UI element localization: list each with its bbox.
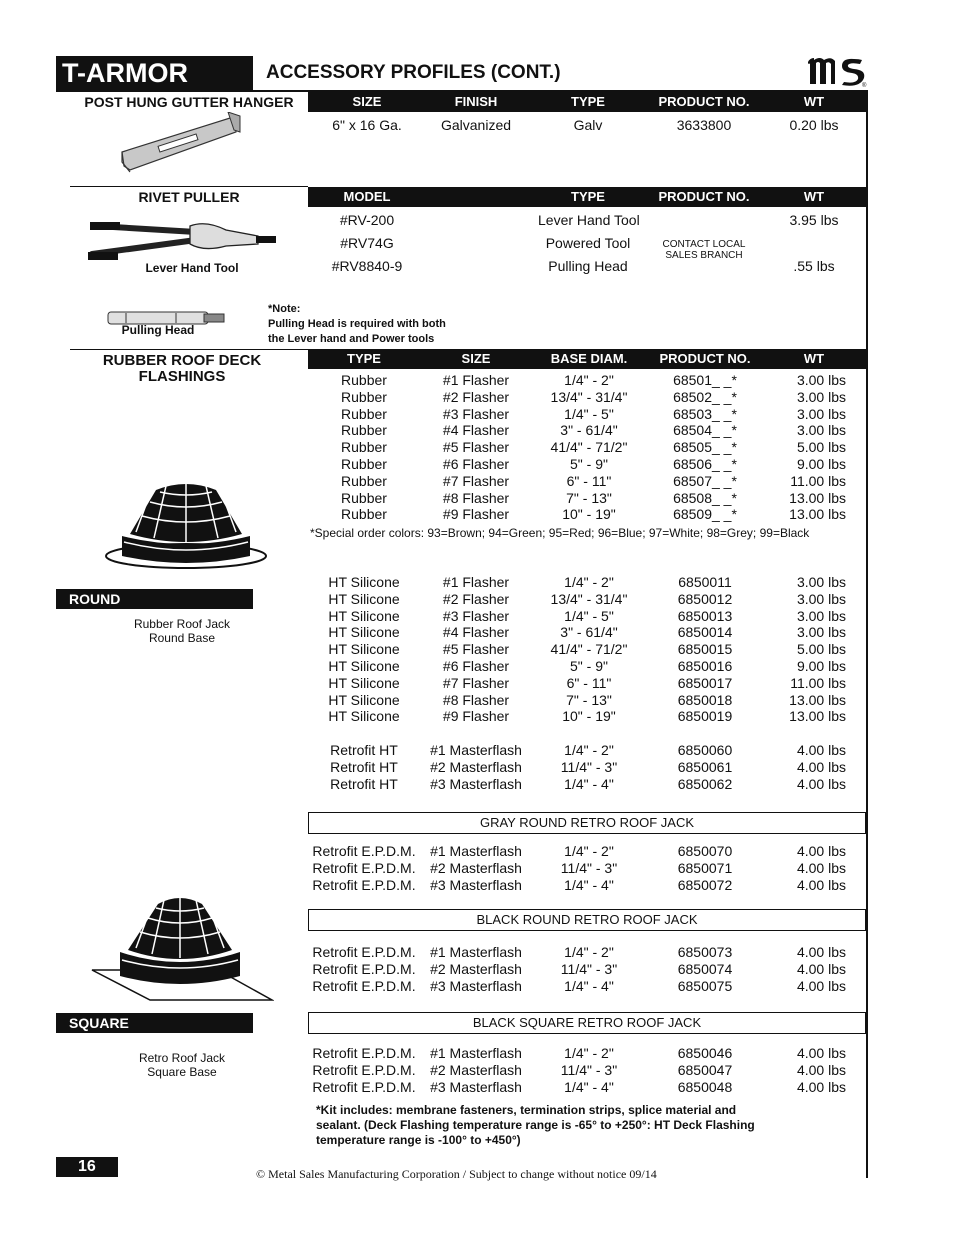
caption-line: Retro Roof Jack <box>138 1051 226 1065</box>
cell-wt: 4.00 lbs <box>796 961 846 977</box>
cell-wt: 4.00 lbs <box>796 1062 846 1078</box>
cell-type: Retrofit E.P.D.M. <box>312 1079 416 1095</box>
lever-tool-caption: Lever Hand Tool <box>145 261 239 275</box>
cell-wt: 3.00 lbs <box>796 624 846 641</box>
cell-type: Retrofit E.P.D.M. <box>312 944 416 960</box>
cell-type: HT Silicone <box>328 674 400 691</box>
cell-product: 68502_ _* <box>673 388 737 405</box>
round-flashing-image <box>100 476 272 577</box>
col-type: TYPE <box>347 351 381 366</box>
table-row <box>0 456 954 473</box>
cell-product: 68501_ _* <box>673 372 737 388</box>
cell-type: Rubber <box>341 422 387 439</box>
cell-base: 5" - 9" <box>570 456 608 472</box>
cell-wt: 13.00 lbs <box>789 708 846 725</box>
cell-size: #2 Masterflash <box>430 1062 522 1078</box>
table-row <box>0 422 954 439</box>
table-row <box>0 708 954 725</box>
cell-type: HT Silicone <box>328 607 400 624</box>
cell-wt: 13.00 lbs <box>789 691 846 708</box>
col-wt: WT <box>803 351 825 366</box>
cell-product: 6850070 <box>677 843 733 859</box>
cell-size: #5 Flasher <box>442 641 510 658</box>
table-row <box>0 439 954 456</box>
gray-round-title: GRAY ROUND RETRO ROOF JACK <box>308 812 866 834</box>
cell-product: 68506_ _* <box>673 456 737 472</box>
gutter-label: POST HUNG GUTTER HANGER <box>84 94 294 110</box>
col-wt: WT <box>803 189 825 204</box>
cell-wt: 3.95 lbs <box>789 212 839 228</box>
cell-base: 6" - 11" <box>566 472 612 489</box>
cell-wt: 3.00 lbs <box>796 574 846 590</box>
note-line: *Kit includes: membrane fasteners, termination strips, splice material and <box>316 1103 737 1117</box>
gutter-hanger-image <box>118 112 244 185</box>
cell-size: #1 Masterflash <box>430 742 522 758</box>
cell-type: Lever Hand Tool <box>538 212 640 228</box>
divider <box>70 186 308 187</box>
round-tag: ROUND <box>56 589 253 609</box>
cell-wt: 4.00 lbs <box>796 776 846 792</box>
cell-type: Powered Tool <box>545 235 631 251</box>
cell-base: 1/4" - 2" <box>564 574 614 590</box>
col-size: SIZE <box>352 94 382 109</box>
cell-product: 6850048 <box>677 1079 733 1095</box>
cell-finish: Galvanized <box>440 117 512 133</box>
table-row <box>0 389 954 406</box>
table-row <box>0 843 954 860</box>
caption-line: Square Base <box>147 1065 217 1079</box>
cell-size: #8 Flasher <box>442 691 510 708</box>
cell-size: #3 Flasher <box>442 607 510 624</box>
table-row <box>0 776 954 793</box>
cell-base: 6" - 11" <box>566 674 612 691</box>
cell-type: Retrofit E.P.D.M. <box>312 1045 416 1061</box>
square-caption <box>112 1051 252 1079</box>
brand-title: T-ARMOR <box>56 56 253 90</box>
cell-wt: 4.00 lbs <box>796 759 846 775</box>
cell-size: #3 Masterflash <box>430 1079 522 1095</box>
table-row <box>0 692 954 709</box>
cell-wt: 13.00 lbs <box>789 506 846 523</box>
cell-product: 6850019 <box>677 708 733 725</box>
cell-type: Rubber <box>341 439 387 456</box>
note-line: the Lever hand and Power tools <box>268 333 435 345</box>
cell-wt: 4.00 lbs <box>796 742 846 758</box>
cell-wt: 3.00 lbs <box>796 388 846 405</box>
cell-base: 1/4" - 4" <box>564 978 614 994</box>
copyright: © Metal Sales Manufacturing Corporation / Subject to change without notice 09/14 <box>256 1167 657 1181</box>
cell-product: 68504_ _* <box>673 422 737 439</box>
cell-wt: 4.00 lbs <box>796 877 846 893</box>
cell-base: 7" - 13" <box>566 691 612 708</box>
cell-wt: 13.00 lbs <box>789 489 846 506</box>
col-type: TYPE <box>571 189 605 204</box>
cell-size: #8 Flasher <box>442 489 510 506</box>
cell-base: 10" - 19" <box>562 506 616 523</box>
cell-size: #1 Masterflash <box>430 843 522 859</box>
col-product: PRODUCT NO. <box>658 189 750 204</box>
cell-size: #3 Masterflash <box>430 877 522 893</box>
cell-product: 68505_ _* <box>673 439 737 456</box>
col-wt: WT <box>803 94 825 109</box>
cell-type: Rubber <box>341 388 387 405</box>
cell-size: #2 Flasher <box>442 590 510 607</box>
note-line: sealant. (Deck Flashing temperature range is -65° to +250°: HT Deck Flashing <box>316 1118 755 1132</box>
label-line: RUBBER ROOF DECK <box>102 352 262 369</box>
cell-size: #2 Flasher <box>442 388 510 405</box>
table-row <box>0 759 954 776</box>
cell-product: 6850071 <box>677 860 733 876</box>
cell-base: 11/4" - 3" <box>560 759 618 775</box>
cell-size: #4 Flasher <box>442 624 510 641</box>
page-title: ACCESSORY PROFILES (CONT.) <box>266 62 561 83</box>
cell-wt: 4.00 lbs <box>796 1079 846 1095</box>
cell-product: 6850017 <box>677 674 733 691</box>
cell-type: Retrofit E.P.D.M. <box>312 1062 416 1078</box>
cell-wt: 4.00 lbs <box>796 843 846 859</box>
label-line: FLASHINGS <box>138 368 226 385</box>
cell-size: #9 Flasher <box>442 506 510 523</box>
ms-logo <box>804 54 870 93</box>
cell-type: Pulling Head <box>548 258 628 274</box>
cell-base: 10" - 19" <box>562 708 616 725</box>
note-line: Pulling Head is required with both <box>268 318 446 330</box>
cell-product: 68509_ _* <box>673 506 737 523</box>
col-size: SIZE <box>461 351 491 366</box>
contact-note <box>644 239 764 261</box>
cell-product: 68503_ _* <box>673 405 737 422</box>
cell-product: 6850013 <box>677 607 733 624</box>
cell-size: #9 Flasher <box>442 708 510 725</box>
cell-base: 3" - 61/4" <box>560 422 618 439</box>
cell-type: Retrofit HT <box>330 776 398 792</box>
cell-wt: .55 lbs <box>793 258 835 274</box>
cell-type: Galv <box>573 117 603 133</box>
rivet-header <box>308 187 868 207</box>
pulling-head-caption: Pulling Head <box>121 323 195 337</box>
cell-product: 68507_ _* <box>673 472 737 489</box>
divider <box>70 349 308 350</box>
cell-type: Retrofit HT <box>330 759 398 775</box>
col-finish: FINISH <box>454 94 498 109</box>
cell-base: 13/4" - 31/4" <box>550 590 628 607</box>
cell-product: 6850060 <box>677 742 733 758</box>
cell-product: 6850011 <box>678 574 732 590</box>
special-colors-note: *Special order colors: 93=Brown; 94=Green; 95=Red; 96=Blue; 97=White; 98=Grey; 99=Black <box>310 526 810 540</box>
cell-wt: 4.00 lbs <box>796 944 846 960</box>
cell-product: 6850061 <box>677 759 733 775</box>
cell-type: Rubber <box>341 405 387 422</box>
cell-type: Rubber <box>341 472 387 489</box>
cell-wt: 11.00 lbs <box>790 472 846 489</box>
svg-text:®: ® <box>862 83 867 88</box>
table-row <box>0 742 954 759</box>
cell-type: HT Silicone <box>328 641 400 658</box>
cell-size: #3 Masterflash <box>430 978 522 994</box>
cell-wt: 11.00 lbs <box>790 674 846 691</box>
col-model: MODEL <box>343 189 391 204</box>
contact-line: CONTACT LOCAL <box>662 239 746 250</box>
cell-size: #6 Flasher <box>442 658 510 674</box>
cell-base: 1/4" - 2" <box>564 843 614 859</box>
cell-product: 6850012 <box>677 590 733 607</box>
cell-base: 1/4" - 2" <box>564 372 614 388</box>
cell-product: 6850015 <box>677 641 733 658</box>
cell-size: #1 Flasher <box>442 574 510 590</box>
cell-base: 41/4" - 71/2" <box>550 439 628 456</box>
black-round-title: BLACK ROUND RETRO ROOF JACK <box>308 909 866 931</box>
cell-model: #RV8840-9 <box>331 258 403 274</box>
cell-type: HT Silicone <box>328 590 400 607</box>
cell-type: Retrofit E.P.D.M. <box>312 843 416 859</box>
cell-model: #RV-200 <box>339 212 395 228</box>
cell-wt: 4.00 lbs <box>796 1045 846 1061</box>
cell-base: 5" - 9" <box>570 658 608 674</box>
cell-type: Retrofit HT <box>330 742 398 758</box>
cell-base: 1/4" - 2" <box>564 944 614 960</box>
cell-size: #3 Masterflash <box>430 776 522 792</box>
cell-base: 41/4" - 71/2" <box>550 641 628 658</box>
note-line: *Note: <box>268 303 301 315</box>
cell-product: 6850047 <box>677 1062 733 1078</box>
kit-note <box>316 1103 755 1148</box>
cell-size: #2 Masterflash <box>430 961 522 977</box>
table-row <box>0 372 954 389</box>
cell-base: 11/4" - 3" <box>560 1062 618 1078</box>
cell-base: 1/4" - 2" <box>564 742 614 758</box>
cell-type: Retrofit E.P.D.M. <box>312 877 416 893</box>
cell-wt: 3.00 lbs <box>796 372 846 388</box>
cell-product: 68508_ _* <box>673 489 737 506</box>
gutter-header <box>308 92 868 112</box>
cell-type: HT Silicone <box>328 624 400 641</box>
cell-size: #7 Flasher <box>442 674 510 691</box>
cell-product: 6850074 <box>677 961 733 977</box>
cell-type: HT Silicone <box>328 574 400 590</box>
cell-base: 7" - 13" <box>566 489 612 506</box>
cell-base: 3" - 61/4" <box>560 624 618 641</box>
cell-size: #1 Masterflash <box>430 944 522 960</box>
cell-size: #7 Flasher <box>442 472 510 489</box>
cell-size: #2 Masterflash <box>430 860 522 876</box>
contact-line: SALES BRANCH <box>665 250 743 261</box>
square-flashing-image <box>90 888 274 1009</box>
cell-wt: 4.00 lbs <box>796 860 846 876</box>
cell-base: 1/4" - 4" <box>564 877 614 893</box>
cell-wt: 0.20 lbs <box>789 117 839 133</box>
cell-base: 1/4" - 5" <box>564 607 614 624</box>
cell-product: 6850062 <box>677 776 733 792</box>
cell-product: 6850046 <box>677 1045 733 1061</box>
rivet-note <box>268 302 446 347</box>
cell-type: Rubber <box>341 506 387 523</box>
cell-wt: 5.00 lbs <box>796 439 846 456</box>
cell-type: Retrofit E.P.D.M. <box>312 978 416 994</box>
cell-product: 6850075 <box>677 978 733 994</box>
cell-wt: 3.00 lbs <box>796 422 846 439</box>
col-type: TYPE <box>571 94 605 109</box>
square-tag: SQUARE <box>56 1013 253 1033</box>
cell-size: #4 Flasher <box>442 422 510 439</box>
cell-type: Retrofit E.P.D.M. <box>312 860 416 876</box>
cell-wt: 9.00 lbs <box>796 658 846 674</box>
cell-base: 11/4" - 3" <box>560 961 618 977</box>
cell-wt: 3.00 lbs <box>796 590 846 607</box>
table-row <box>0 675 954 692</box>
cell-type: Rubber <box>341 456 387 472</box>
col-base: BASE DIAM. <box>550 351 628 366</box>
cell-size: #1 Masterflash <box>430 1045 522 1061</box>
table-row <box>0 658 954 675</box>
caption-line: Round Base <box>148 631 216 645</box>
col-product: PRODUCT NO. <box>658 94 750 109</box>
cell-wt: 3.00 lbs <box>796 607 846 624</box>
cell-base: 13/4" - 31/4" <box>550 388 628 405</box>
black-square-title: BLACK SQUARE RETRO ROOF JACK <box>308 1012 866 1034</box>
table-row <box>0 1079 954 1096</box>
cell-type: HT Silicone <box>328 658 400 674</box>
cell-type: Retrofit E.P.D.M. <box>312 961 416 977</box>
cell-size: #6 Flasher <box>442 456 510 472</box>
cell-product: 6850018 <box>677 691 733 708</box>
cell-type: Rubber <box>341 489 387 506</box>
col-product: PRODUCT NO. <box>659 351 751 366</box>
cell-wt: 9.00 lbs <box>796 456 846 472</box>
cell-product: 6850016 <box>677 658 733 674</box>
cell-base: 1/4" - 5" <box>564 405 614 422</box>
cell-base: 1/4" - 2" <box>564 1045 614 1061</box>
cell-wt: 5.00 lbs <box>796 641 846 658</box>
cell-wt: 4.00 lbs <box>796 978 846 994</box>
cell-size: #2 Masterflash <box>430 759 522 775</box>
cell-product: 6850014 <box>677 624 733 641</box>
rubber-header <box>308 349 868 369</box>
rivet-label: RIVET PULLER <box>138 189 240 205</box>
cell-base: 1/4" - 4" <box>564 776 614 792</box>
cell-base: 1/4" - 4" <box>564 1079 614 1095</box>
round-caption <box>112 617 252 645</box>
cell-size: #1 Flasher <box>442 372 510 388</box>
table-row <box>0 860 954 877</box>
cell-size: 6" x 16 Ga. <box>332 117 402 133</box>
cell-product: 3633800 <box>676 117 732 133</box>
cell-size: #3 Flasher <box>442 405 510 422</box>
cell-product: 6850073 <box>677 944 733 960</box>
cell-model: #RV74G <box>340 235 394 251</box>
cell-type: HT Silicone <box>328 708 400 725</box>
table-row <box>0 406 954 423</box>
cell-type: HT Silicone <box>328 691 400 708</box>
caption-line: Rubber Roof Jack <box>133 617 231 631</box>
cell-product: 6850072 <box>677 877 733 893</box>
note-line: temperature range is -100° to +450°) <box>316 1133 521 1147</box>
page-number: 16 <box>56 1157 118 1177</box>
cell-wt: 3.00 lbs <box>796 405 846 422</box>
cell-type: Rubber <box>341 372 387 388</box>
cell-base: 11/4" - 3" <box>560 860 618 876</box>
cell-size: #5 Flasher <box>442 439 510 456</box>
